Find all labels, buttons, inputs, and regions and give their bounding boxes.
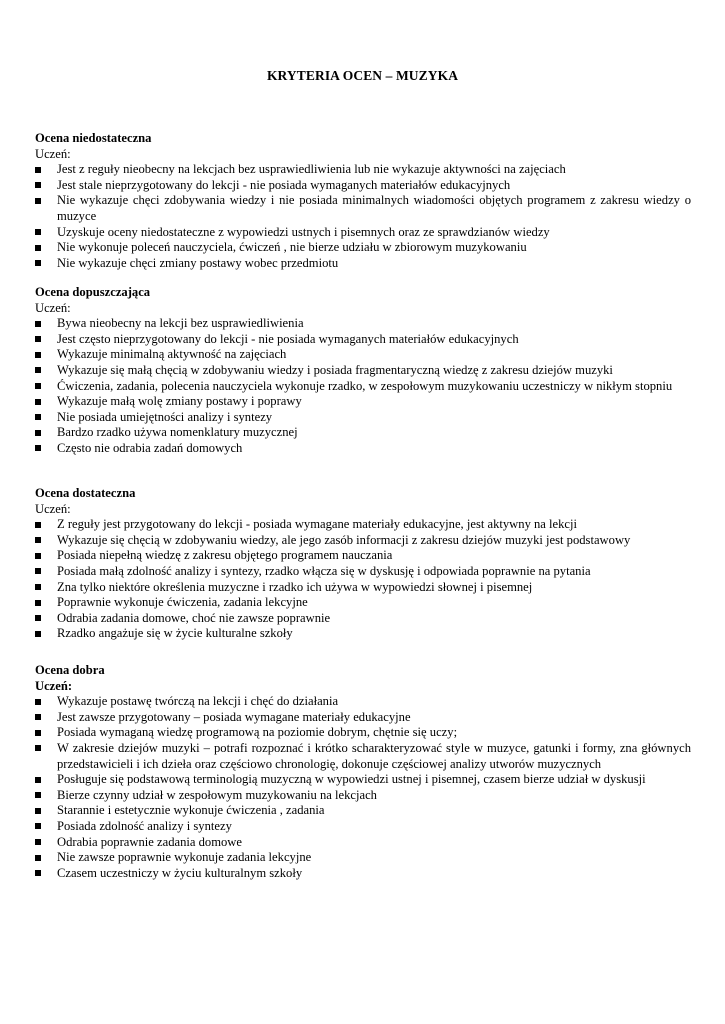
list-item-text: Odrabia zadania domowe, choć nie zawsze poprawnie — [57, 610, 331, 625]
square-bullet-icon — [35, 699, 41, 705]
list-item-text: Posiada zdolność analizy i syntezy — [57, 818, 232, 833]
section-dopuszczajaca — [35, 285, 691, 457]
list-item — [35, 595, 691, 611]
list-item-text: Uzyskuje oceny niedostateczne z wypowiedzi ustnych i pisemnych oraz ze sprawdzianów wiedzy — [57, 224, 550, 239]
section-subheading: Uczeń: — [35, 501, 71, 516]
list-item — [35, 564, 691, 580]
square-bullet-icon — [35, 730, 41, 736]
list-item — [35, 611, 691, 627]
square-bullet-icon — [35, 823, 41, 829]
list-item-text: Bywa nieobecny na lekcji bez usprawiedliwienia — [57, 316, 304, 331]
list-item-text: Posiada wymaganą wiedzę programową na poziomie dobrym, chętnie się uczy; — [57, 725, 458, 740]
square-bullet-icon — [35, 855, 41, 861]
section-heading: Ocena dopuszczająca — [35, 285, 151, 299]
list-item — [35, 580, 691, 596]
list-item-text: Odrabia poprawnie zadania domowe — [57, 834, 242, 849]
list-item-text: Wykazuje małą wolę zmiany postawy i poprawy — [57, 394, 302, 409]
criteria-list — [35, 694, 691, 881]
list-item-text: Często nie odrabia zadań domowych — [57, 440, 243, 455]
list-item — [35, 533, 691, 549]
square-bullet-icon — [35, 808, 41, 814]
section-subheading: Uczeń: — [35, 300, 71, 315]
list-item — [35, 394, 691, 410]
section-dobra — [35, 663, 691, 881]
square-bullet-icon — [35, 714, 41, 720]
list-item — [35, 850, 691, 866]
list-item — [35, 347, 691, 363]
list-item-text: Nie wykazuje chęci zmiany postawy wobec przedmiotu — [57, 255, 339, 270]
square-bullet-icon — [35, 792, 41, 798]
square-bullet-icon — [35, 414, 41, 420]
list-item — [35, 379, 691, 395]
list-item-text: Posługuje się podstawową terminologią muzyczną w wypowiedzi ustnej i pisemnej, czasem bierze udział w dyskusji — [57, 772, 646, 787]
list-item — [35, 788, 691, 804]
square-bullet-icon — [35, 745, 41, 751]
page-title: KRYTERIA OCEN – MUZYKA — [266, 68, 459, 83]
list-item-text: Posiada małą zdolność analizy i syntezy, rzadko włącza się w dyskusję i odpowiada poprawnie na pytania — [57, 563, 591, 578]
list-item-text: Wykazuje się chęcią w zdobywaniu wiedzy, ale jego zasób informacji z zakresu dziejów muzyki jest podstawowy — [57, 532, 631, 547]
list-item — [35, 803, 691, 819]
square-bullet-icon — [35, 352, 41, 358]
square-bullet-icon — [35, 522, 41, 528]
square-bullet-icon — [35, 537, 41, 543]
list-item — [35, 363, 691, 379]
list-item-text: Nie wykonuje poleceń nauczyciela, ćwiczeń , nie bierze udziału w zbiorowym muzykowaniu — [57, 240, 527, 255]
list-item — [35, 819, 691, 835]
list-item — [35, 316, 691, 332]
list-item — [35, 694, 691, 710]
square-bullet-icon — [35, 198, 41, 204]
list-item — [35, 410, 691, 426]
list-item — [35, 741, 691, 772]
list-item-text: Bierze czynny udział w zespołowym muzykowaniu na lekcjach — [57, 787, 377, 802]
list-item-text: Czasem uczestniczy w życiu kulturalnym szkoły — [57, 865, 303, 880]
square-bullet-icon — [35, 367, 41, 373]
section-subheading: Uczeń: — [35, 146, 71, 161]
list-item-text: Bardzo rzadko używa nomenklatury muzycznej — [57, 425, 298, 440]
square-bullet-icon — [35, 615, 41, 621]
list-item-text: Posiada niepełną wiedzę z zakresu objętego programem nauczania — [57, 548, 393, 563]
list-item-text: Wykazuje postawę twórczą na lekcji i chęć do działania — [57, 694, 339, 709]
list-item-text: Z reguły jest przygotowany do lekcji - posiada wymagane materiały edukacyjne, jest aktywny na lekcji — [57, 517, 578, 532]
list-item-text: Jest stale nieprzygotowany do lekcji - nie posiada wymaganych materiałów edukacyjnych — [57, 177, 511, 192]
section-niedostateczna — [35, 131, 691, 271]
list-item — [35, 835, 691, 851]
section-dostateczna — [35, 486, 691, 642]
list-item-text: Nie wykazuje chęci zdobywania wiedzy i nie posiada minimalnych wiadomości objętych programem z zakresu wiedzy o muzyce — [57, 193, 691, 223]
square-bullet-icon — [35, 229, 41, 235]
square-bullet-icon — [35, 336, 41, 342]
list-item-text: Jest często nieprzygotowany do lekcji - nie posiada wymaganych materiałów edukacyjnych — [57, 331, 519, 346]
square-bullet-icon — [35, 839, 41, 845]
list-item-text: Wykazuje minimalną aktywność na zajęciach — [57, 347, 287, 362]
square-bullet-icon — [35, 430, 41, 436]
list-item-text: Starannie i estetycznie wykonuje ćwiczenia , zadania — [57, 803, 325, 818]
list-item — [35, 517, 691, 533]
square-bullet-icon — [35, 321, 41, 327]
list-item — [35, 725, 691, 741]
square-bullet-icon — [35, 260, 41, 266]
list-item — [35, 162, 691, 178]
list-item — [35, 548, 691, 564]
list-item — [35, 178, 691, 194]
criteria-list — [35, 517, 691, 642]
square-bullet-icon — [35, 584, 41, 590]
list-item-text: Ćwiczenia, zadania, polecenia nauczyciela wykonuje rzadko, w zespołowym muzykowaniu uczestniczy w nikłym stopniu — [57, 378, 673, 393]
square-bullet-icon — [35, 399, 41, 405]
list-item — [35, 256, 691, 272]
section-heading: Ocena dostateczna — [35, 486, 136, 500]
square-bullet-icon — [35, 445, 41, 451]
square-bullet-icon — [35, 631, 41, 637]
list-item-text: W zakresie dziejów muzyki – potrafi rozpoznać i krótko scharakteryzować style w muzyce, gatunki i formy, zna głównych przedstawicieli i ich dzieła oraz częściowo chronologię, dokonuje częściowej analizy utworów muzycznych — [57, 740, 691, 771]
square-bullet-icon — [35, 870, 41, 876]
list-item-text: Nie posiada umiejętności analizy i syntezy — [57, 409, 273, 424]
list-item-text: Jest zawsze przygotowany – posiada wymagane materiały edukacyjne — [57, 709, 411, 724]
list-item — [35, 772, 691, 788]
list-item-text: Rzadko angażuje się w życie kulturalne szkoły — [57, 626, 293, 641]
square-bullet-icon — [35, 383, 41, 389]
list-item — [35, 332, 691, 348]
list-item-text: Nie zawsze poprawnie wykonuje zadania lekcyjne — [57, 850, 312, 865]
list-item — [35, 240, 691, 256]
criteria-list — [35, 316, 691, 456]
criteria-list — [35, 162, 691, 271]
square-bullet-icon — [35, 553, 41, 559]
list-item — [35, 441, 691, 457]
list-item — [35, 866, 691, 882]
list-item — [35, 626, 691, 642]
square-bullet-icon — [35, 568, 41, 574]
list-item-text: Zna tylko niektóre określenia muzyczne i rzadko ich używa w wypowiedzi słownej i pisemnej — [57, 579, 533, 594]
square-bullet-icon — [35, 182, 41, 188]
square-bullet-icon — [35, 245, 41, 251]
list-item-text: Poprawnie wykonuje ćwiczenia, zadania lekcyjne — [57, 595, 308, 610]
section-heading: Ocena niedostateczna — [35, 131, 152, 145]
square-bullet-icon — [35, 167, 41, 173]
list-item-text: Wykazuje się małą chęcią w zdobywaniu wiedzy i posiada fragmentaryczną wiedzę z zakresu dziejów muzyki — [57, 362, 613, 377]
list-item-text: Jest z reguły nieobecny na lekcjach bez usprawiedliwienia lub nie wykazuje aktywności na zajęciach — [57, 162, 566, 177]
list-item — [35, 225, 691, 241]
square-bullet-icon — [35, 600, 41, 606]
square-bullet-icon — [35, 777, 41, 783]
list-item — [35, 425, 691, 441]
section-subheading: Uczeń: — [35, 678, 73, 693]
list-item — [35, 710, 691, 726]
section-heading: Ocena dobra — [35, 663, 105, 677]
list-item — [35, 193, 691, 224]
